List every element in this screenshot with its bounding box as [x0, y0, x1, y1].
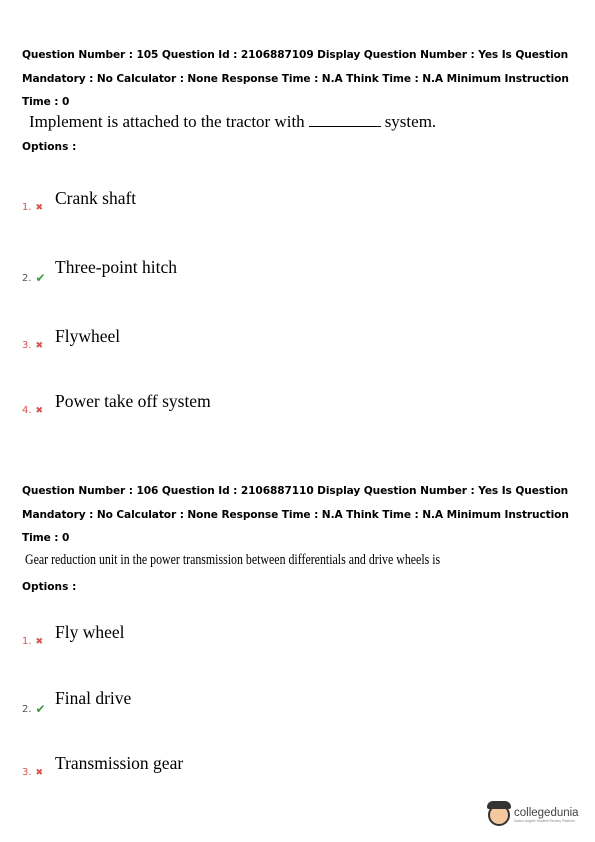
question-meta-line: Question Number : 106 Question Id : 2106887110 Display Question Number : Yes Is Question: [22, 485, 569, 497]
question-meta-line: Question Number : 105 Question Id : 2106887109 Display Question Number : Yes Is Question: [22, 49, 569, 61]
cross-icon: ✖: [35, 767, 44, 778]
option-item[interactable]: [22, 257, 522, 287]
question-text-before: Implement is attached to the tractor with: [29, 111, 305, 131]
option-number: 3.: [22, 767, 32, 778]
option-number: 1.: [22, 636, 32, 647]
logo-tagline: India's largest Student Review Platform: [514, 818, 575, 823]
option-item[interactable]: [22, 391, 522, 421]
option-text: Crank shaft: [55, 188, 137, 208]
option-number: 1.: [22, 202, 32, 213]
cross-icon: ✖: [35, 405, 44, 416]
cross-icon: ✖: [35, 636, 44, 647]
option-number: 4.: [22, 405, 32, 416]
question-meta-line: Time : 0: [22, 532, 70, 544]
option-text: Final drive: [55, 688, 132, 708]
mascot-icon: [488, 804, 510, 826]
option-number: 2.: [22, 272, 32, 284]
question-meta-line: Mandatory : No Calculator : None Response Time : N.A Think Time : N.A Minimum Instruction: [22, 72, 569, 85]
logo-name: collegedunia: [514, 806, 579, 819]
options-label: Options :: [22, 140, 77, 153]
question-text-after: system.: [384, 111, 437, 131]
options-label: Options :: [22, 580, 77, 593]
option-item[interactable]: [22, 188, 522, 218]
option-text: Flywheel: [55, 326, 121, 346]
option-item[interactable]: [22, 688, 522, 718]
question-text: Gear reduction unit in the power transmission between differentials and drive wheels is: [25, 551, 441, 568]
question-meta-line: Mandatory : No Calculator : None Response Time : N.A Think Time : N.A Minimum Instruction: [22, 508, 569, 521]
option-number: 3.: [22, 340, 32, 351]
check-icon: ✔: [35, 702, 46, 716]
option-item[interactable]: [22, 326, 522, 356]
option-text: Power take off system: [55, 391, 211, 411]
question-106: [22, 480, 582, 593]
question-meta-line: Time : 0: [22, 96, 70, 108]
option-item[interactable]: [22, 753, 522, 783]
check-icon: ✔: [35, 271, 46, 285]
question-text: [29, 111, 582, 133]
option-text: Transmission gear: [55, 753, 184, 773]
option-item[interactable]: [22, 622, 522, 652]
option-text: Fly wheel: [55, 622, 125, 642]
cross-icon: ✖: [35, 340, 44, 351]
option-text: Three-point hitch: [55, 257, 177, 277]
cross-icon: ✖: [35, 202, 44, 213]
fill-blank: [309, 114, 381, 127]
question-105: [22, 44, 582, 153]
collegedunia-logo: [488, 800, 588, 830]
option-number: 2.: [22, 703, 32, 715]
